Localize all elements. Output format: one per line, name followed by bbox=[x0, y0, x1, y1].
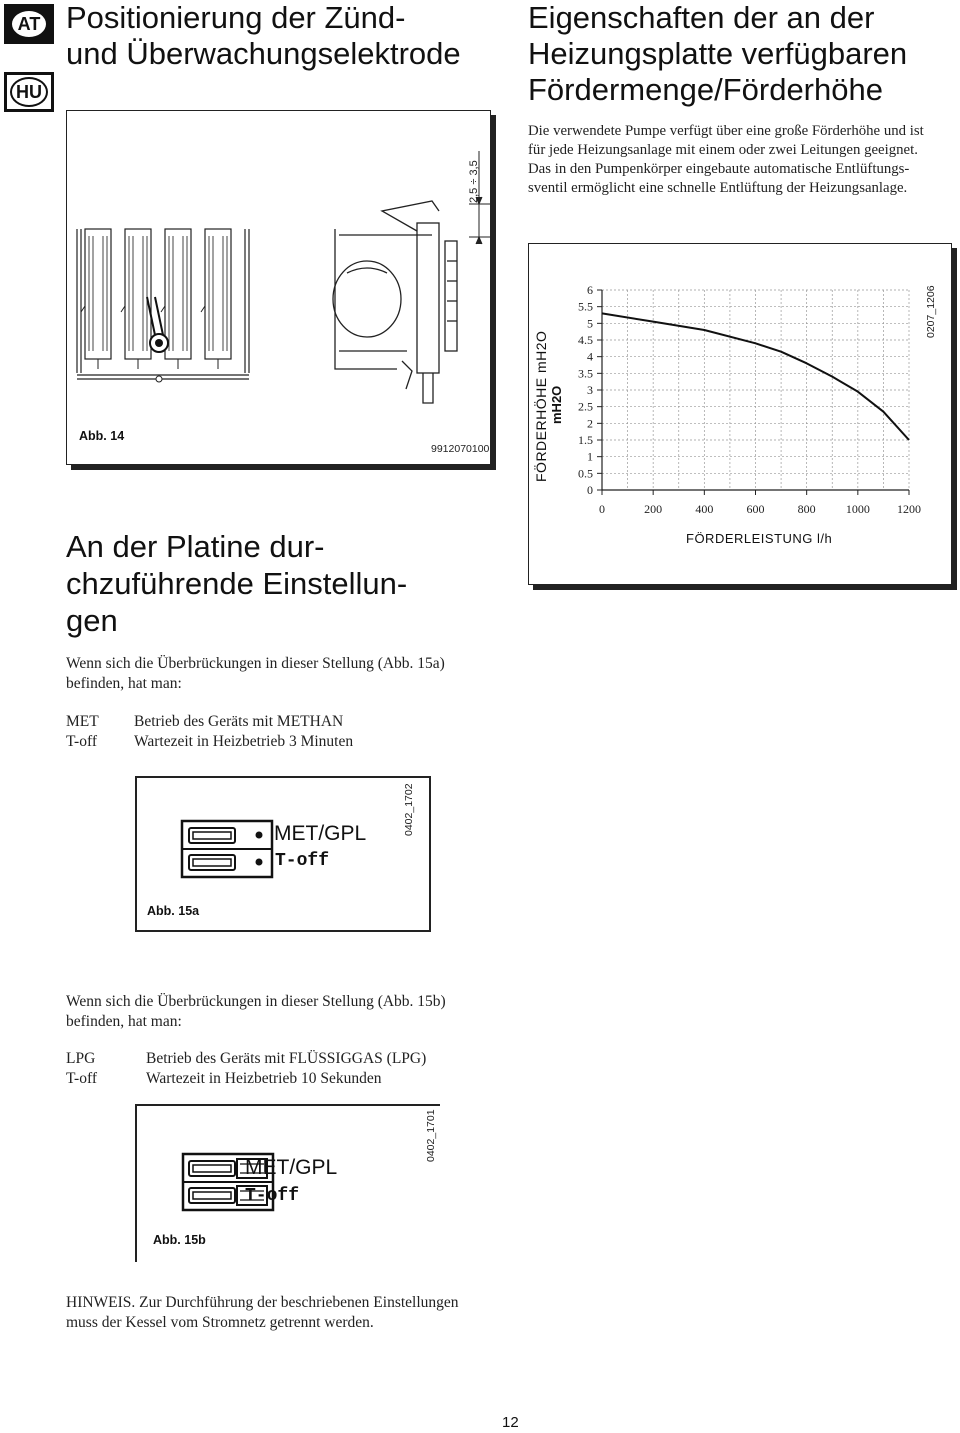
chart-y-tick-label: 4.5 bbox=[578, 333, 593, 347]
chart-y-tick-label: 2.5 bbox=[578, 399, 593, 414]
definition-row bbox=[66, 1069, 536, 1089]
definition-row bbox=[66, 732, 536, 752]
settings-heading-line3: gen bbox=[66, 603, 118, 638]
electrode-heading-line2: und Überwachungselektrode bbox=[66, 36, 461, 71]
pump-text-line: für jede Heizungsanlage mit einem oder zwei Leitungen geeignet. bbox=[528, 142, 918, 158]
definition-key: T-off bbox=[66, 733, 97, 750]
definition-row bbox=[66, 1049, 536, 1069]
badge-at-label: AT bbox=[10, 9, 48, 39]
jumper-label-t-off: T-off bbox=[245, 1186, 300, 1206]
chart-y-tick-label: 0 bbox=[587, 483, 593, 497]
pump-curve-chart bbox=[528, 243, 952, 585]
figure-14 bbox=[66, 110, 491, 465]
electrode-heading-line1: Positionierung der Zünd- bbox=[66, 0, 406, 35]
chart-x-tick-label: 400 bbox=[695, 502, 714, 516]
chart-y-tick-label: 6 bbox=[587, 283, 593, 297]
definition-text: Wartezeit in Heizbetrieb 3 Minuten bbox=[134, 733, 354, 750]
electrode-drawing bbox=[67, 111, 492, 466]
chart-y-tick-label: 1 bbox=[587, 449, 593, 464]
note-line1: HINWEIS. Zur Durchführung der beschriebenen Einstellungen bbox=[66, 1294, 459, 1311]
electrode-heading bbox=[66, 0, 506, 72]
chart-x-tick-label: 600 bbox=[746, 502, 765, 516]
chart-x-tick-label: 1200 bbox=[897, 502, 921, 516]
note-line2: muss der Kessel vom Stromnetz getrennt werden. bbox=[66, 1314, 374, 1331]
chart-y-tick-label: 0.5 bbox=[578, 466, 593, 481]
chart-y-axis-label: FÖRDERHÖHE mH2O bbox=[533, 330, 549, 482]
chart-y-tick-label: 5.5 bbox=[578, 299, 593, 314]
intro-b-line1: Wenn sich die Überbrückungen in dieser Stellung (Abb. 15b) bbox=[66, 993, 446, 1010]
definition-row bbox=[66, 712, 536, 732]
jumper-label-met-gpl: MET/GPL bbox=[245, 1156, 338, 1179]
pump-text-line: sventil ermöglicht eine schnelle Entlüftung der Heizungsanlage. bbox=[528, 180, 908, 196]
chart-y-axis-unit: mH2O bbox=[549, 385, 564, 424]
settings-heading-line1: An der Platine dur- bbox=[66, 529, 325, 564]
definition-text: Wartezeit in Heizbetrieb 10 Sekunden bbox=[146, 1070, 382, 1087]
chart-y-tick-label: 2 bbox=[587, 416, 593, 431]
language-badge-hu bbox=[4, 72, 54, 112]
definition-text: Betrieb des Geräts mit METHAN bbox=[134, 713, 344, 730]
intro-a bbox=[66, 654, 536, 694]
definition-key: T-off bbox=[66, 1070, 97, 1087]
chart-series-line bbox=[602, 313, 909, 440]
figure-15b-code: 0402_1701 bbox=[425, 1109, 437, 1162]
language-badge-at bbox=[4, 4, 54, 44]
definition-key: LPG bbox=[66, 1050, 96, 1067]
definition-key: MET bbox=[66, 713, 99, 730]
definitions-a bbox=[66, 712, 536, 752]
pump-heading-line3: Fördermenge/Förderhöhe bbox=[528, 72, 883, 107]
chart-x-tick-label: 1000 bbox=[845, 502, 870, 516]
figure-15a-label: Abb. 15a bbox=[147, 904, 200, 918]
pump-text-line: Die verwendete Pumpe verfügt über eine große Förderhöhe und ist bbox=[528, 123, 924, 139]
figure-15a bbox=[135, 776, 431, 932]
figure-15b bbox=[135, 1104, 440, 1262]
definitions-b bbox=[66, 1049, 536, 1089]
intro-b-line2: befinden, hat man: bbox=[66, 1013, 182, 1030]
chart-x-tick-label: 200 bbox=[644, 502, 663, 516]
pump-heading-line1: Eigenschaften der an der bbox=[528, 0, 875, 35]
chart-y-tick-label: 4 bbox=[587, 349, 593, 364]
figure-15b-label: Abb. 15b bbox=[153, 1233, 206, 1247]
note bbox=[66, 1293, 546, 1333]
settings-heading bbox=[66, 528, 506, 639]
definition-text: Betrieb des Geräts mit FLÜSSIGGAS (LPG) bbox=[146, 1050, 427, 1067]
page-number: 12 bbox=[502, 1414, 519, 1431]
jumper-label-t-off: T-off bbox=[275, 851, 330, 871]
pump-heading-line2: Heizungsplatte verfügbaren bbox=[528, 36, 908, 71]
intro-a-line2: befinden, hat man: bbox=[66, 675, 182, 692]
chart-code: 0207_1206 bbox=[925, 285, 937, 338]
pump-text-line: Das in den Pumpenkörper eingebaute automatische Entlüftungs- bbox=[528, 161, 910, 177]
settings-heading-line2: chzuführende Einstellun- bbox=[66, 566, 408, 601]
pump-description bbox=[528, 122, 958, 198]
pump-heading bbox=[528, 0, 958, 108]
chart-y-tick-label: 3.5 bbox=[578, 366, 593, 381]
jumper-label-met-gpl: MET/GPL bbox=[274, 822, 367, 845]
figure-14-code: 9912070100 bbox=[431, 443, 490, 455]
intro-b bbox=[66, 992, 536, 1032]
intro-a-line1: Wenn sich die Überbrückungen in dieser Stellung (Abb. 15a) bbox=[66, 655, 445, 672]
figure-14-label: Abb. 14 bbox=[79, 429, 125, 443]
chart-x-tick-label: 800 bbox=[797, 502, 816, 516]
chart-y-tick-label: 1.5 bbox=[578, 433, 593, 447]
dimension-label: 2,5 ÷ 3,5 bbox=[468, 160, 480, 203]
badge-hu-label: HU bbox=[10, 77, 48, 107]
figure-15a-code: 0402_1702 bbox=[403, 783, 415, 836]
chart-y-tick-label: 3 bbox=[587, 383, 593, 397]
chart-x-axis-label: FÖRDERLEISTUNG l/h bbox=[686, 531, 833, 546]
chart-y-tick-label: 5 bbox=[587, 316, 593, 331]
chart-x-tick-label: 0 bbox=[599, 502, 605, 516]
